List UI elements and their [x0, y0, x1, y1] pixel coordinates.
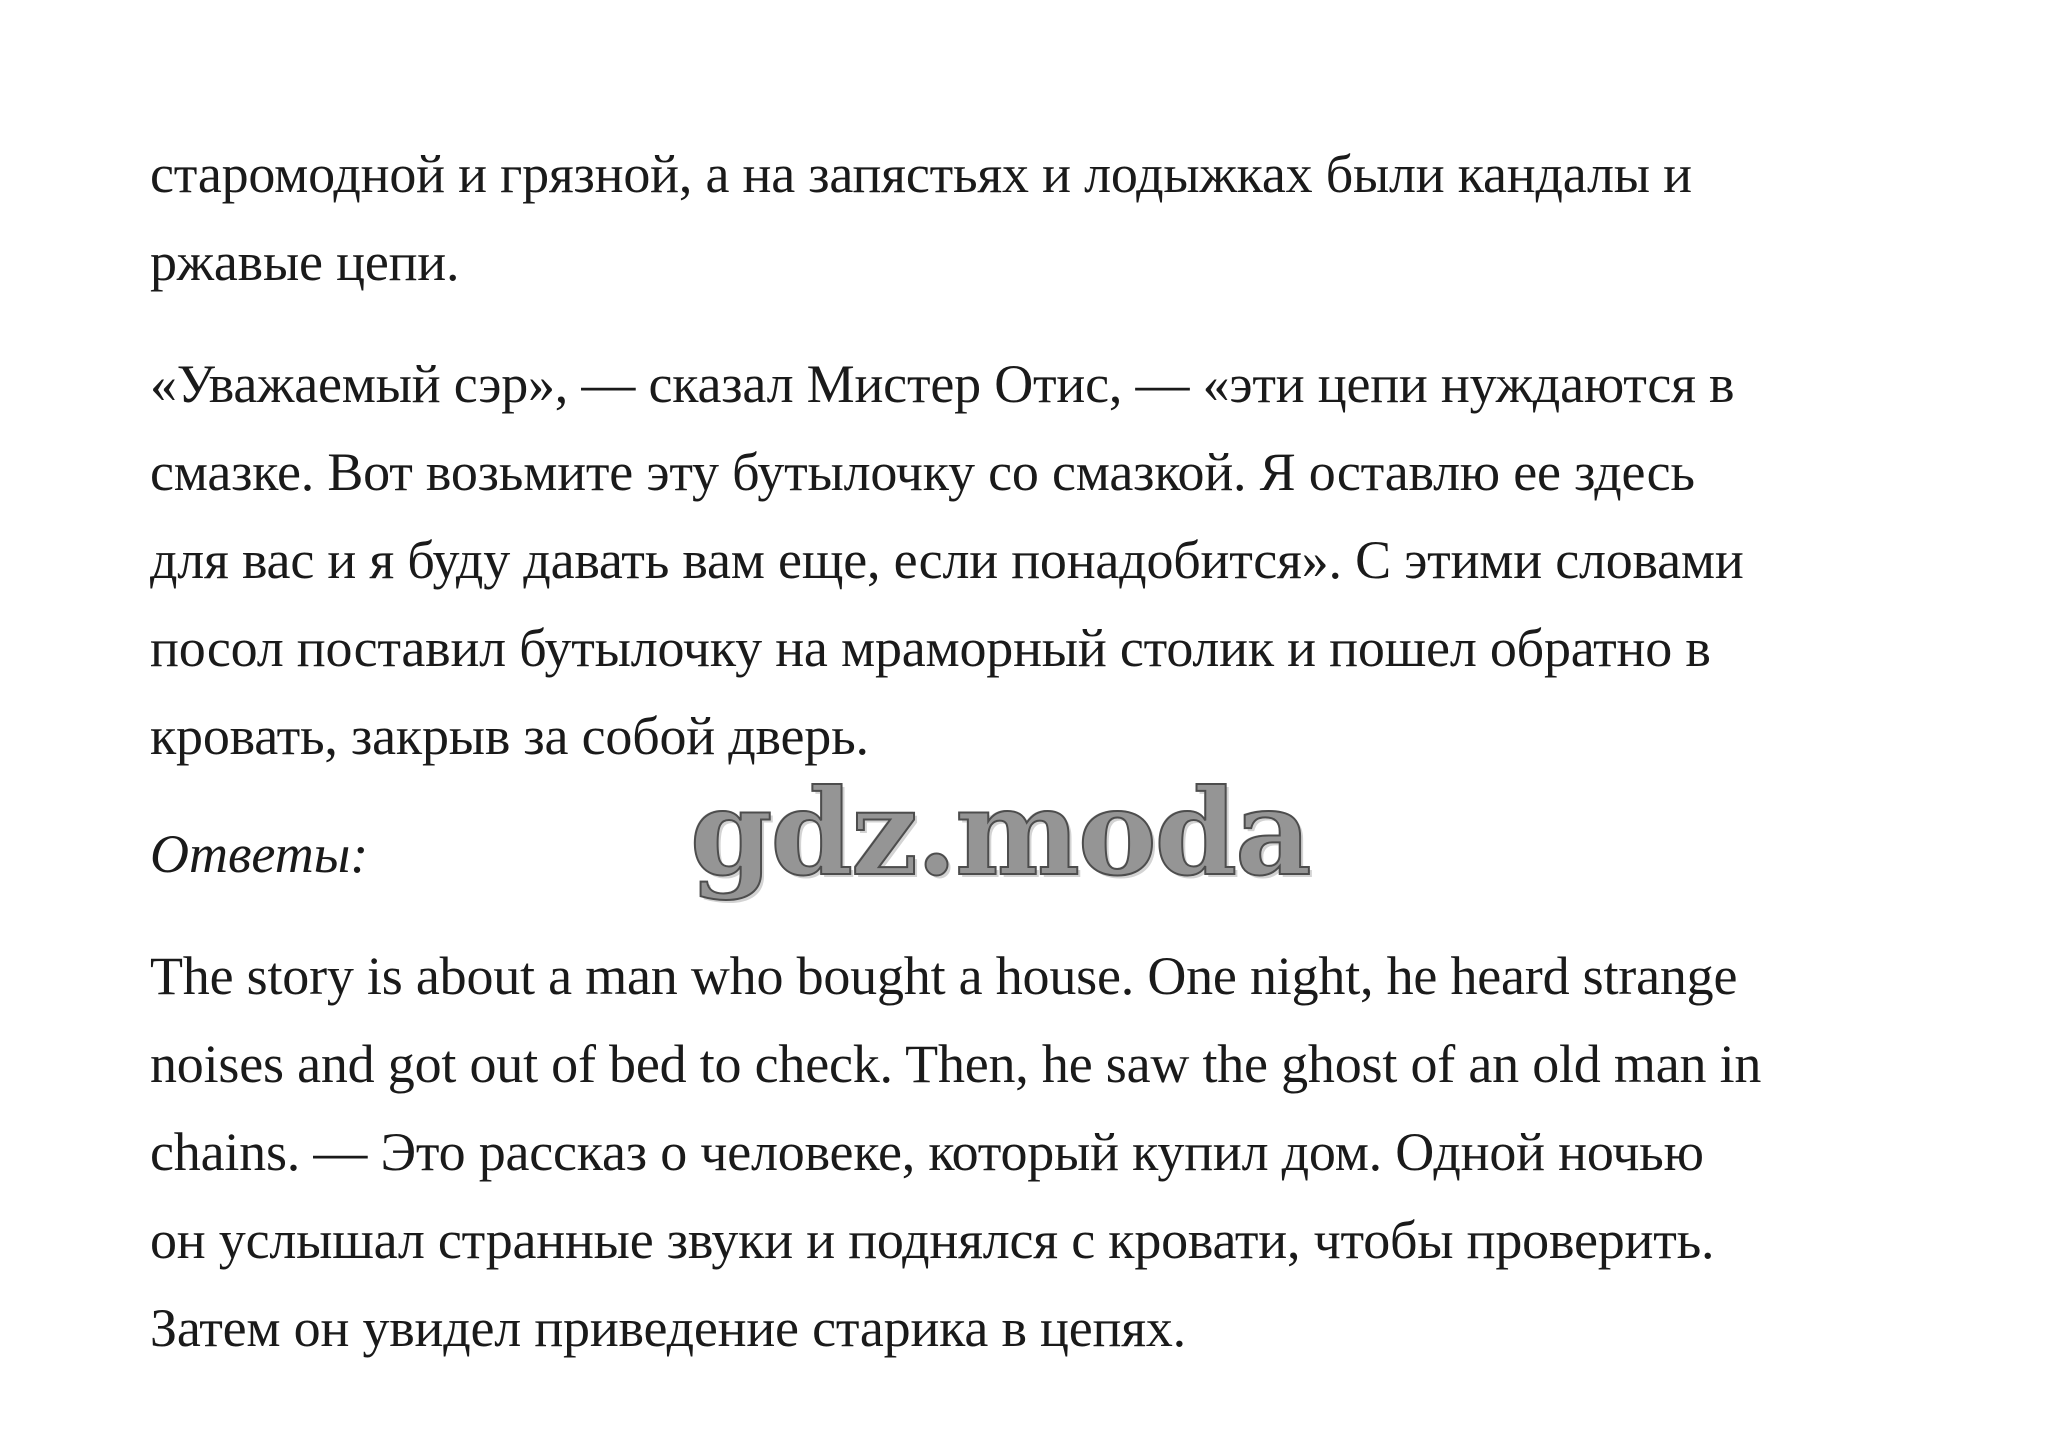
answer-line-1: The story is about a man who bought a house. One night, he heard strange: [150, 946, 1738, 1006]
answer-line-2: noises and got out of bed to check. Then, he saw the ghost of an old man in: [150, 1034, 1762, 1094]
paragraph2-line-3: для вас и я буду давать вам еще, если понадобится». С этими словами: [150, 530, 1744, 590]
paragraph2-line-2: смазке. Вот возьмите эту бутылочку со смазкой. Я оставлю ее здесь: [150, 442, 1695, 502]
paragraph2-line-1: «Уважаемый сэр», — сказал Мистер Отис, — «эти цепи нуждаются в: [150, 354, 1735, 414]
watermark-logo: gdz.moda: [690, 763, 1310, 902]
document-page: [150, 0, 1950, 1438]
paragraph1-line-1: старомодной и грязной, а на запястьях и лодыжках были кандалы и: [150, 144, 1692, 204]
answer-line-5: Затем он увидел приведение старика в цепях.: [150, 1298, 1186, 1358]
paragraph1-line-2: ржавые цепи.: [150, 232, 460, 292]
paragraph2-line-4: посол поставил бутылочку на мраморный столик и пошел обратно в: [150, 618, 1711, 678]
answer-line-4: он услышал странные звуки и поднялся с кровати, чтобы проверить.: [150, 1210, 1715, 1270]
answer-line-3: chains. — Это рассказ о человеке, который купил дом. Одной ночью: [150, 1122, 1704, 1182]
answers-heading: Ответы:: [150, 824, 369, 884]
paragraph2-line-5: кровать, закрыв за собой дверь.: [150, 706, 869, 766]
